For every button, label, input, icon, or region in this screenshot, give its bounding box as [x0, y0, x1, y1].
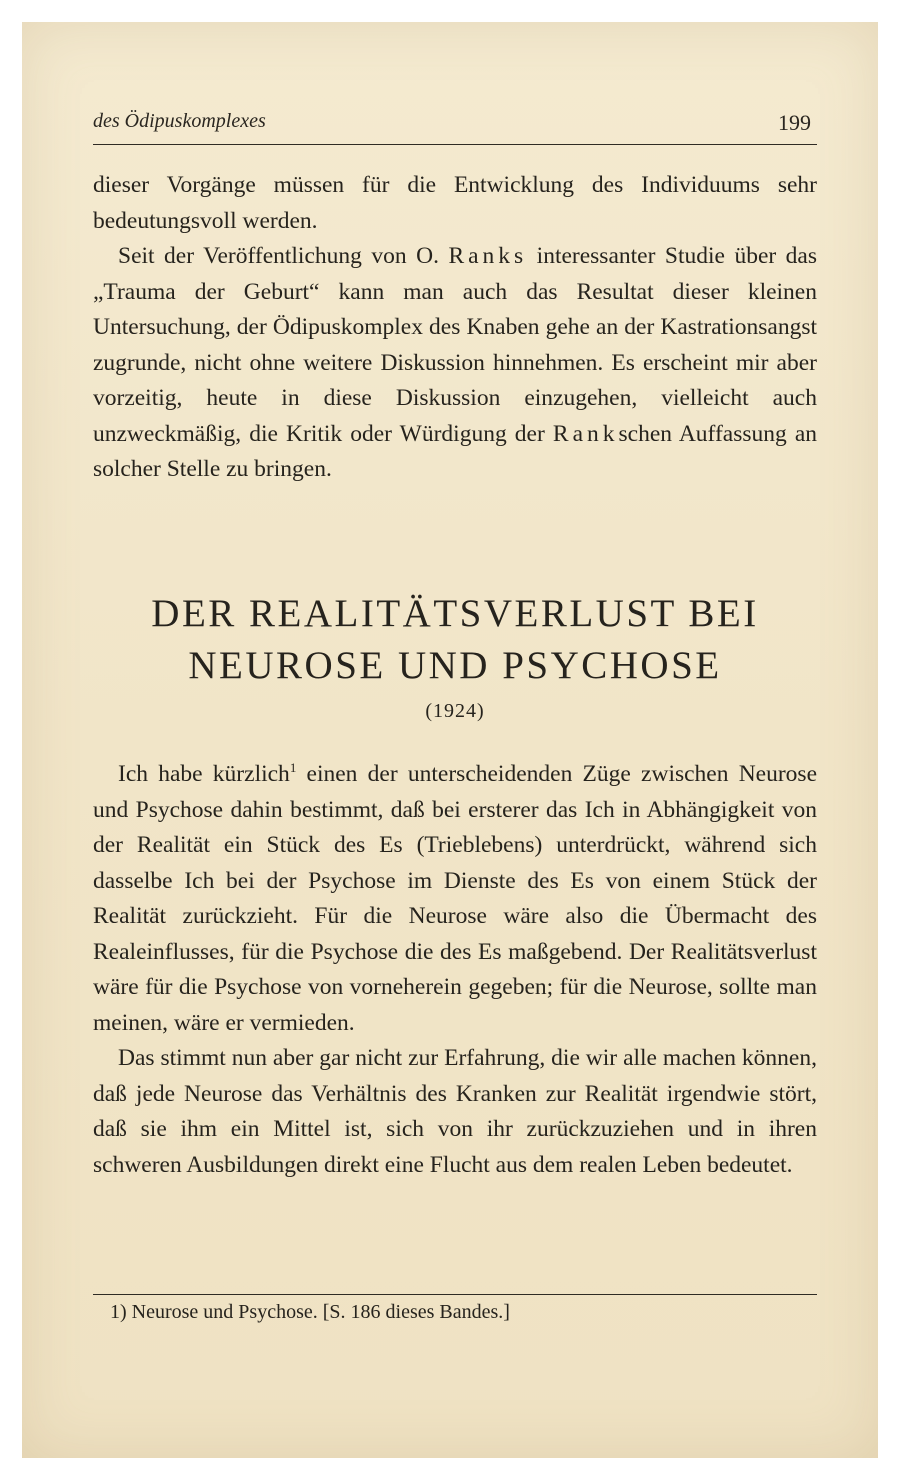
footnote: 1) Neurose und Psychose. [S. 186 dieses Bandes.] [110, 1301, 510, 1323]
intro-paragraph-1: dieser Vorgänge müssen für die Entwicklung des Individuums sehr bedeutungsvoll werden. [93, 172, 817, 234]
running-head: des Ödipuskomplexes [93, 110, 266, 132]
intro-text [93, 168, 817, 488]
intro-paragraph-2-end: schen Auffassung an solcher Stelle zu bringen. [93, 420, 818, 482]
author-name-rank-2: Rank [552, 420, 619, 447]
author-name-rank: Ranks [448, 243, 528, 269]
page-number: 199 [778, 110, 811, 135]
essay-title [93, 588, 817, 723]
essay-paragraph-1 [93, 757, 817, 1041]
page-header [93, 108, 817, 145]
intro-paragraph-2-middle: interessanter Studie über das „Trauma der Geburt“ kann man auch das Resultat dieser kleinen Untersuchung, der Ödipuskomplex des Knaben gehe an der Kastrationsangst zugrunde, nicht ohne weitere Diskussion hinnehmen. Es erscheint mir aber vorzeitig, heute in diese Diskussion einzugehen, vielleicht auch unzweckmäßig, die Kritik oder Würdigung der [93, 243, 818, 447]
essay-paragraph-2: Das stimmt nun aber gar nicht zur Erfahrung, die wir alle machen können, daß jede Neurose das Verhältnis des Kranken zur Realität irgendwie stört, daß sie ihm ein Mittel ist, sich von ihr zurückzuziehen und in ihren schweren Ausbildungen direkt eine Flucht aus dem realen Leben bedeutet. [93, 1045, 817, 1178]
essay-year: (1924) [425, 700, 485, 722]
intro-paragraph-2-start: Seit der Veröffentlichung von O. [118, 243, 439, 269]
essay-title-line-2: NEUROSE UND PSYCHOSE [188, 644, 722, 687]
intro-paragraph-2 [93, 239, 817, 488]
essay-paragraph-1-rest: einen der unterscheidenden Züge zwischen Neurose und Psychose dahin bestimmt, daß bei ersterer das Ich in Abhängigkeit von der Realität ein Stück des Es (Trieblebens) unterdrückt, während sich dasselbe Ich bei der Psychose im Dienste des Es von einem Stück der Realität zurückzieht. Für die Neurose wäre also die Übermacht des Realeinflusses, für die Psychose die des Es maßgebend. Der Realitätsverlust wäre für die Psychose von vorneherein gegeben; für die Neurose, sollte man meinen, wäre er vermieden. [93, 761, 818, 1036]
footnote-divider [93, 1294, 817, 1295]
essay-paragraph-1-start: Ich habe kürzlich [118, 761, 290, 787]
essay-title-line-1: DER REALITÄTSVERLUST BEI [151, 592, 759, 635]
essay-text [93, 757, 817, 1183]
footnote-marker: 1 [289, 760, 297, 776]
